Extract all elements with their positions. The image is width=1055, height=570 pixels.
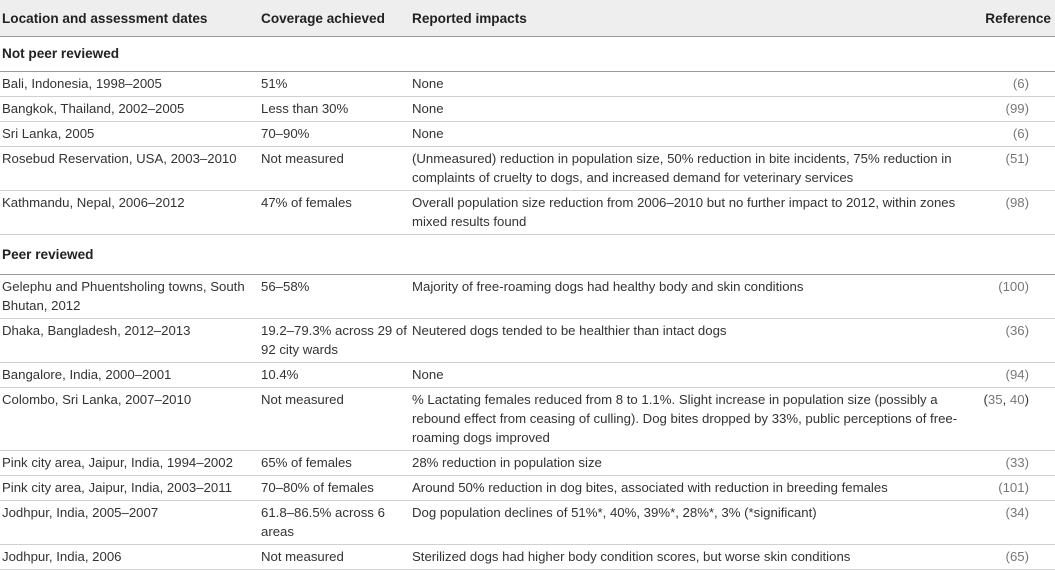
coverage-cell: Not measured [259,388,410,451]
reference-link[interactable]: (99) [972,97,1055,122]
location-cell: Sri Lanka, 2005 [0,122,259,147]
location-cell: Dhaka, Bangladesh, 2012–2013 [0,319,259,363]
location-cell: Pink city area, Jaipur, India, 2003–2011 [0,476,259,501]
table-row [0,97,1055,122]
table-row [0,545,1055,570]
impacts-cell: Neutered dogs tended to be healthier than intact dogs [410,319,972,363]
coverage-cell: Not measured [259,147,410,191]
location-cell: Colombo, Sri Lanka, 2007–2010 [0,388,259,451]
impacts-cell: Dog population declines of 51%*, 40%, 39%*, 28%*, 3% (*significant) [410,501,972,545]
coverage-cell: 65% of females [259,451,410,476]
table-row [0,122,1055,147]
location-cell: Jodhpur, India, 2006 [0,545,259,570]
table-body [0,37,1055,570]
table-row [0,363,1055,388]
location-cell: Bali, Indonesia, 1998–2005 [0,72,259,97]
reference-link[interactable]: (94) [972,363,1055,388]
table-row [0,147,1055,191]
impacts-cell: Majority of free-roaming dogs had healthy body and skin conditions [410,275,972,319]
reference-link[interactable]: (34) [972,501,1055,545]
coverage-cell: 51% [259,72,410,97]
reference-link[interactable]: (33) [972,451,1055,476]
impacts-cell: Around 50% reduction in dog bites, associated with reduction in breeding females [410,476,972,501]
impacts-cell: Sterilized dogs had higher body condition scores, but worse skin conditions [410,545,972,570]
impacts-cell: 28% reduction in population size [410,451,972,476]
coverage-cell: Not measured [259,545,410,570]
reference-link[interactable]: (6) [972,122,1055,147]
impacts-cell: None [410,363,972,388]
coverage-cell: 56–58% [259,275,410,319]
location-cell: Bangalore, India, 2000–2001 [0,363,259,388]
paren-open: ( [983,392,988,407]
reference-link[interactable]: (101) [972,476,1055,501]
reference-cell [972,388,1055,451]
impacts-cell: None [410,72,972,97]
coverage-cell: 61.8–86.5% across 6 areas [259,501,410,545]
location-cell: Gelephu and Phuentsholing towns, South Bhutan, 2012 [0,275,259,319]
table-header [0,0,1055,37]
table-row [0,501,1055,545]
section-title: Not peer reviewed [0,37,1055,72]
comma-separator: , [1002,392,1010,407]
reference-link[interactable]: 35 [987,392,1003,407]
location-cell: Rosebud Reservation, USA, 2003–2010 [0,147,259,191]
impacts-cell: None [410,97,972,122]
header-impacts: Reported impacts [410,0,972,37]
table-row [0,72,1055,97]
location-cell: Kathmandu, Nepal, 2006–2012 [0,191,259,235]
impacts-cell: Overall population size reduction from 2006–2010 but no further impact to 2012, within zones mixed results found [410,191,972,235]
location-cell: Pink city area, Jaipur, India, 1994–2002 [0,451,259,476]
reference-link[interactable]: (6) [972,72,1055,97]
coverage-cell: 47% of females [259,191,410,235]
header-coverage: Coverage achieved [259,0,410,37]
impacts-cell: % Lactating females reduced from 8 to 1.1%. Slight increase in population size (possibly a rebound effect from ceasing of culling). Dog bites dropped by 33%, public perceptions of free-roaming dogs improved [410,388,972,451]
table-row [0,275,1055,319]
coverage-cell: 19.2–79.3% across 29 of 92 city wards [259,319,410,363]
table-row [0,319,1055,363]
coverage-cell: 70–80% of females [259,476,410,501]
table-row [0,476,1055,501]
section-title: Peer reviewed [0,235,1055,275]
header-reference: Reference [972,0,1055,37]
reference-link[interactable]: (65) [972,545,1055,570]
table-row [0,451,1055,476]
paren-close: ) [1024,392,1029,407]
table-row [0,191,1055,235]
section-heading-row [0,235,1055,275]
reference-link[interactable]: (100) [972,275,1055,319]
header-row [0,0,1055,37]
impacts-cell: (Unmeasured) reduction in population size, 50% reduction in bite incidents, 75% reduction in complaints of cruelty to dogs, and increased demand for veterinary services [410,147,972,191]
coverage-cell: 10.4% [259,363,410,388]
location-cell: Jodhpur, India, 2005–2007 [0,501,259,545]
reference-link[interactable]: (36) [972,319,1055,363]
header-location: Location and assessment dates [0,0,259,37]
location-cell: Bangkok, Thailand, 2002–2005 [0,97,259,122]
reference-link[interactable]: 40 [1009,392,1025,407]
reference-link[interactable]: (51) [972,147,1055,191]
coverage-cell: 70–90% [259,122,410,147]
table-row [0,388,1055,451]
coverage-cell: Less than 30% [259,97,410,122]
reference-link[interactable]: (98) [972,191,1055,235]
section-heading-row [0,37,1055,72]
impacts-cell: None [410,122,972,147]
